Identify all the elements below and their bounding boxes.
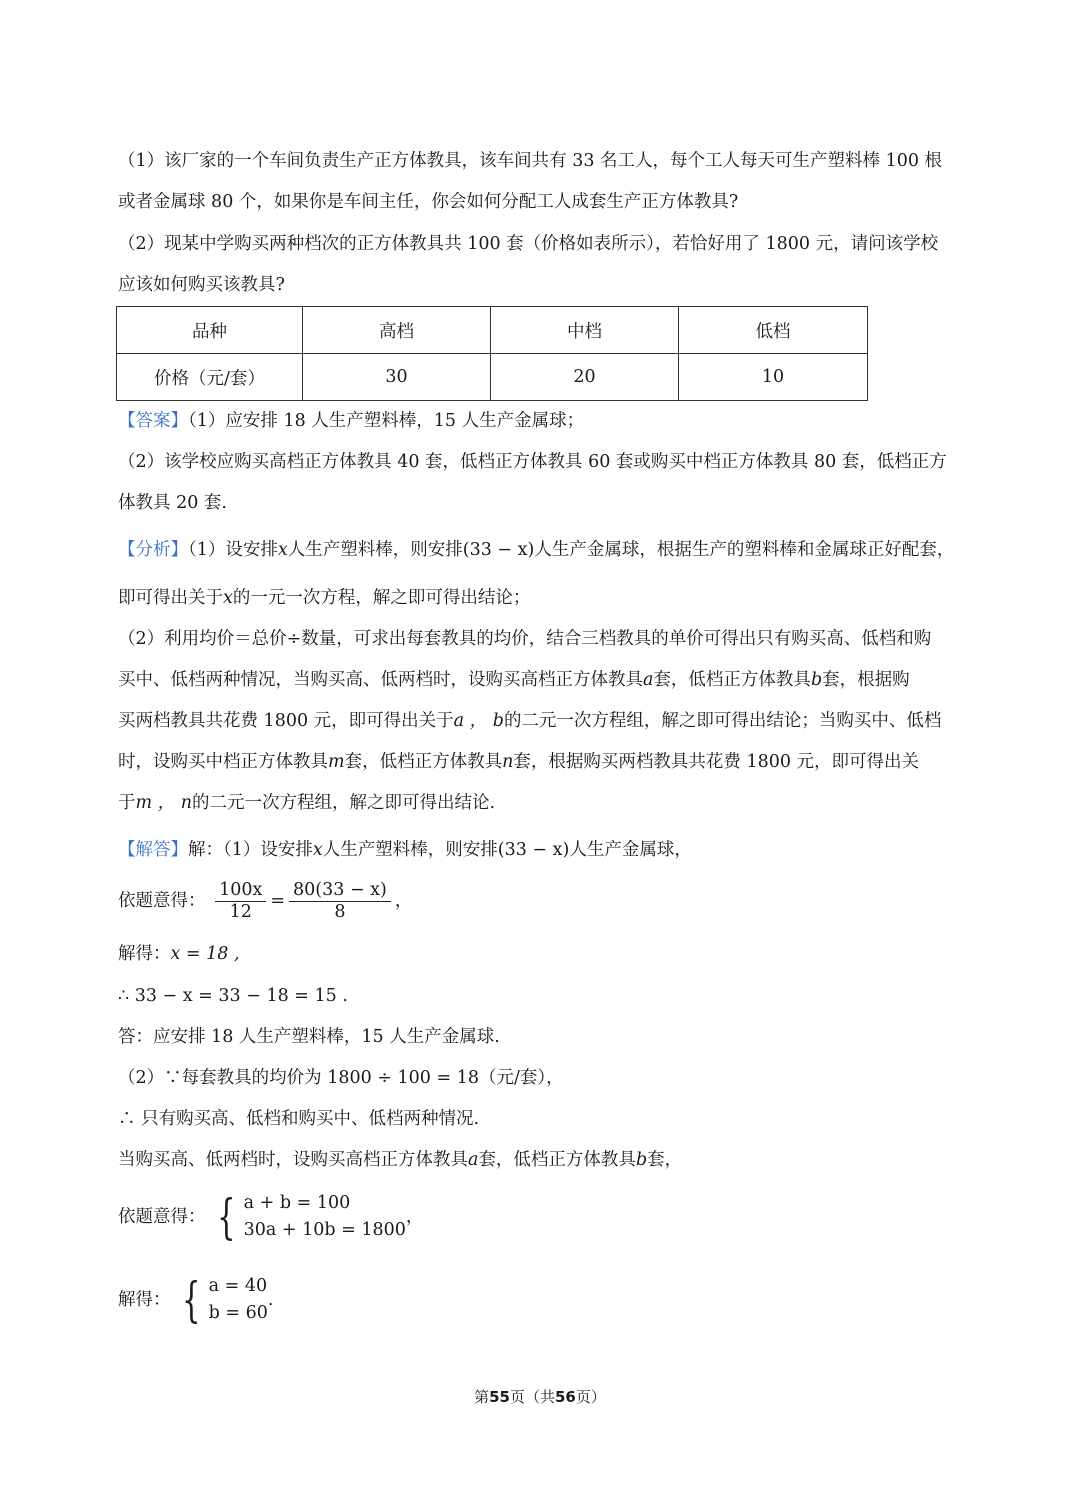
analysis-text: 套，根据购买两档教具共花费 1800 元，即可得出关 — [513, 752, 920, 772]
page-total: 56 — [555, 1388, 576, 1406]
period: . — [267, 1289, 274, 1310]
system-row: a + b = 100 — [243, 1193, 351, 1213]
analysis-text: （1）设安排 — [188, 540, 278, 560]
table-header-cell: 高档 — [303, 307, 491, 354]
solve-label: 解得： — [118, 944, 171, 964]
solution-text: 解：（1）设安排 — [188, 840, 313, 860]
question-2-line-2: 应该如何购买该教具? — [118, 275, 285, 295]
var-a-b: a ， b — [453, 711, 504, 731]
solution-text: 当购买高、低两档时，设购买高档正方体教具 — [118, 1150, 468, 1170]
analysis-text: 人生产金属球，根据生产的塑料棒和金属球正好配套， — [534, 540, 955, 560]
page-number: 55 — [489, 1388, 510, 1406]
var-x: x — [223, 588, 233, 608]
fraction-right — [289, 880, 391, 923]
footer-text: 第 — [474, 1388, 490, 1406]
table-cell: 价格（元/套） — [117, 354, 303, 401]
table-cell: 10 — [679, 354, 868, 401]
var-m: m — [328, 752, 345, 772]
var-a: a — [643, 670, 654, 690]
table-cell: 30 — [303, 354, 491, 401]
equation-system — [211, 1190, 406, 1244]
solution-system — [176, 1273, 268, 1327]
footer-text: 页） — [575, 1388, 606, 1406]
analysis-text: 套，根据购 — [822, 670, 910, 690]
fraction-numerator: 100x — [215, 880, 266, 902]
analysis-line-1 — [118, 539, 954, 562]
page-footer — [0, 1386, 1080, 1407]
answer-text: （1）应安排 18 人生产塑料棒，15 人生产金属球； — [188, 411, 585, 431]
expr-33-minus-x: (33 − x) — [462, 540, 535, 560]
analysis-line-6 — [118, 751, 919, 774]
equation-line — [118, 880, 412, 923]
analysis-text: 套，低档正方体教具 — [344, 752, 503, 772]
var-x: x — [312, 840, 323, 860]
fraction-left — [215, 880, 266, 923]
equation-label: 依题意得： — [118, 1206, 206, 1227]
var-a: a — [468, 1150, 479, 1170]
equation-label: 依题意得： — [118, 891, 206, 912]
table-header-cell: 低档 — [679, 307, 868, 354]
fraction-denominator: 12 — [229, 902, 252, 922]
comma: ， — [394, 891, 413, 912]
solution-tag: 【解答】 — [118, 840, 188, 860]
analysis-text: 买中、低档两种情况，当购买高、低两档时，设购买高档正方体教具 — [118, 670, 643, 690]
table-cell: 20 — [491, 354, 679, 401]
solve-label: 解得： — [118, 1289, 171, 1310]
system-row: a = 40 — [208, 1276, 268, 1296]
question-1-line-1: （1）该厂家的一个车间负责生产正方体教具，该车间共有 33 名工人，每个工人每天可生产塑料棒 100 根 — [118, 151, 943, 171]
expr-33-minus-x: (33 − x) — [497, 840, 570, 860]
analysis-text: 时，设购买中档正方体教具 — [118, 752, 328, 772]
system-row: 30a + 10b = 1800 — [243, 1220, 406, 1241]
var-m-n: m ， n — [135, 793, 192, 813]
analysis-text: 套，低档正方体教具 — [653, 670, 811, 690]
footer-text: 页（共 — [509, 1388, 555, 1406]
part2-line-1: （2）∵每套教具的均价为 1800 ÷ 100 = 18（元/套）， — [118, 1068, 564, 1088]
x-value: x = 18 , — [170, 944, 240, 964]
analysis-line-5 — [118, 710, 941, 733]
analysis-text: 的一元一次方程，解之即可得出结论； — [232, 588, 531, 608]
answer-line-2: （2）该学校应购买高档正方体教具 40 套，低档正方体教具 60 套或购买中档正方体教具 80 套，低档正方 — [118, 452, 947, 472]
therefore-line: ∴ 33 − x = 33 − 18 = 15 . — [118, 986, 348, 1006]
analysis-line-4 — [118, 669, 910, 692]
brace-icon: { — [182, 1272, 201, 1329]
analysis-line-2 — [118, 587, 530, 610]
brace-icon: { — [217, 1189, 236, 1246]
question-1-line-2: 或者金属球 80 个，如果你是车间主任，你会如何分配工人成套生产正方体教具? — [118, 192, 739, 212]
analysis-text: 的二元一次方程组，解之即可得出结论；当购买中、低档 — [503, 711, 942, 731]
answer-line-1 — [118, 410, 584, 433]
var-x: x — [277, 540, 288, 560]
answer-line-3: 体教具 20 套. — [118, 493, 227, 513]
solution-text: 套， — [647, 1150, 683, 1170]
solution-line-1 — [118, 839, 692, 862]
solution-text: 人生产金属球， — [569, 840, 692, 860]
table-header-cell: 中档 — [491, 307, 679, 354]
analysis-text: 于 — [118, 793, 136, 813]
table-header-row — [117, 307, 868, 354]
fraction-numerator: 80(33 − x) — [289, 880, 391, 902]
conclusion-line: 答：应安排 18 人生产塑料棒，15 人生产金属球. — [118, 1027, 500, 1047]
analysis-tag: 【分析】 — [118, 540, 188, 560]
table-row — [117, 354, 868, 401]
var-b: b — [810, 670, 823, 690]
analysis-text: 人生产塑料棒，则安排 — [287, 540, 463, 560]
system-line-1 — [118, 1190, 423, 1244]
table-header-cell: 品种 — [117, 307, 303, 354]
answer-tag: 【答案】 — [118, 411, 188, 431]
analysis-text: 的二元一次方程组，解之即可得出结论. — [192, 793, 496, 813]
solution-text: 人生产塑料棒，则安排 — [322, 840, 498, 860]
analysis-line-3: （2）利用均价＝总价÷数量，可求出每套教具的均价，结合三档教具的单价可得出只有购买高、低档和购 — [118, 629, 932, 649]
fraction-denominator: 8 — [334, 902, 346, 922]
part2-line-2: ∴ 只有购买高、低档和购买中、低档两种情况. — [118, 1109, 480, 1129]
equals-sign: = — [270, 891, 286, 912]
price-table — [116, 306, 868, 401]
system-line-2 — [118, 1273, 273, 1327]
analysis-text: 即可得出关于 — [118, 588, 223, 608]
solution-text: 套，低档正方体教具 — [478, 1150, 636, 1170]
question-2-line-1: （2）现某中学购买两种档次的正方体教具共 100 套（价格如表所示），若恰好用了 1800 元，请问该学校 — [118, 234, 939, 254]
system-row: b = 60 — [208, 1303, 268, 1324]
part2-line-3 — [118, 1149, 682, 1172]
var-n: n — [502, 752, 514, 772]
analysis-line-7 — [118, 792, 495, 815]
solve-line — [118, 943, 240, 966]
comma: ， — [405, 1206, 424, 1227]
analysis-text: 买两档教具共花费 1800 元，即可得出关于 — [118, 711, 454, 731]
var-b: b — [635, 1150, 648, 1170]
